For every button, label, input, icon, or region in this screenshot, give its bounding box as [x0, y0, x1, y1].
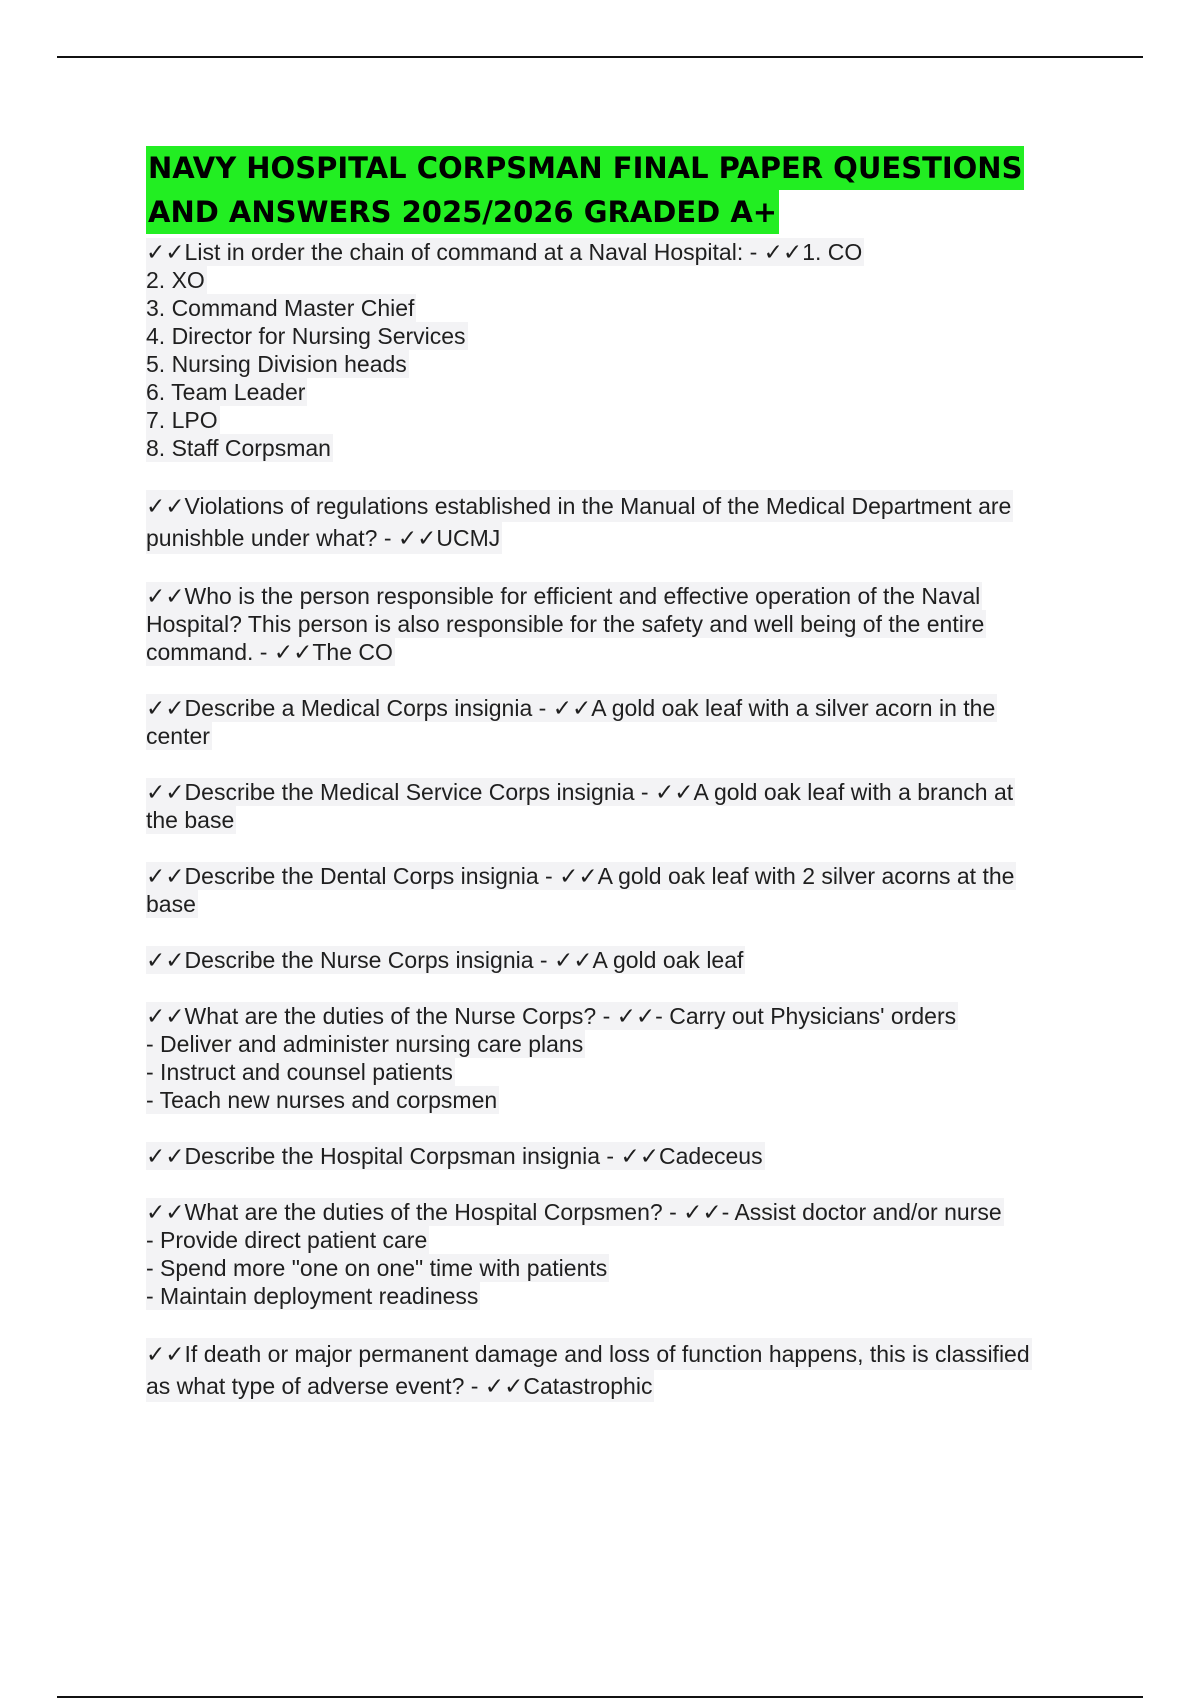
qa-item: [146, 1142, 1086, 1170]
bottom-divider: [57, 1696, 1143, 1698]
qa-line: 3. Command Master Chief: [146, 295, 415, 321]
qa-line: ✓✓Describe the Medical Service Corps insignia - ✓✓A gold oak leaf with a branch at: [146, 779, 1014, 805]
qa-line: ✓✓Describe the Hospital Corpsman insignia - ✓✓Cadeceus: [146, 1143, 763, 1169]
qa-item: [146, 1002, 1086, 1114]
qa-line: 2. XO: [146, 267, 205, 293]
qa-line: 7. LPO: [146, 407, 218, 433]
qa-line: ✓✓If death or major permanent damage and loss of function happens, this is classified: [146, 1338, 1032, 1370]
qa-line: 6. Team Leader: [146, 379, 306, 405]
top-divider: [57, 56, 1143, 58]
qa-item: [146, 862, 1086, 918]
qa-line: ✓✓Who is the person responsible for efficient and effective operation of the Naval: [146, 583, 981, 609]
document-title: [146, 146, 1086, 234]
qa-item: [146, 582, 1086, 666]
qa-line: command. - ✓✓The CO: [146, 639, 393, 665]
title-line-2: AND ANSWERS 2025/2026 GRADED A+: [146, 190, 779, 234]
qa-item: [146, 1198, 1086, 1310]
qa-item: [146, 694, 1086, 750]
qa-line: - Provide direct patient care: [146, 1227, 428, 1253]
qa-line: - Maintain deployment readiness: [146, 1283, 479, 1309]
qa-line: - Spend more "one on one" time with patients: [146, 1255, 608, 1281]
qa-line: ✓✓List in order the chain of command at a Naval Hospital: - ✓✓1. CO: [146, 239, 863, 265]
qa-line: as what type of adverse event? - ✓✓Catastrophic: [146, 1370, 654, 1402]
qa-line: Hospital? This person is also responsible for the safety and well being of the entire: [146, 611, 985, 637]
qa-item: [146, 238, 1086, 462]
qa-line: 5. Nursing Division heads: [146, 351, 407, 377]
qa-line: ✓✓Describe the Nurse Corps insignia - ✓✓A gold oak leaf: [146, 947, 744, 973]
qa-line: center: [146, 723, 210, 749]
qa-line: - Deliver and administer nursing care plans: [146, 1031, 584, 1057]
qa-item: [146, 946, 1086, 974]
qa-line: 8. Staff Corpsman: [146, 435, 331, 461]
qa-line: base: [146, 891, 196, 917]
qa-line: - Instruct and counsel patients: [146, 1059, 453, 1085]
qa-line: ✓✓Describe the Dental Corps insignia - ✓✓A gold oak leaf with 2 silver acorns at the: [146, 863, 1015, 889]
qa-item: [146, 778, 1086, 834]
qa-line: - Teach new nurses and corpsmen: [146, 1087, 498, 1113]
qa-line: the base: [146, 807, 235, 833]
qa-line: 4. Director for Nursing Services: [146, 323, 466, 349]
title-line-1: NAVY HOSPITAL CORPSMAN FINAL PAPER QUESTIONS: [146, 146, 1024, 190]
qa-item: [146, 490, 1086, 554]
qa-item: [146, 1338, 1086, 1402]
document-body: [146, 146, 1086, 1402]
qa-line: ✓✓What are the duties of the Nurse Corps? - ✓✓- Carry out Physicians' orders: [146, 1003, 957, 1029]
qa-line: ✓✓Violations of regulations established in the Manual of the Medical Department are: [146, 490, 1013, 522]
qa-line: ✓✓What are the duties of the Hospital Corpsmen? - ✓✓- Assist doctor and/or nurse: [146, 1199, 1002, 1225]
qa-line: ✓✓Describe a Medical Corps insignia - ✓✓A gold oak leaf with a silver acorn in the: [146, 695, 996, 721]
qa-line: punishble under what? - ✓✓UCMJ: [146, 522, 502, 554]
